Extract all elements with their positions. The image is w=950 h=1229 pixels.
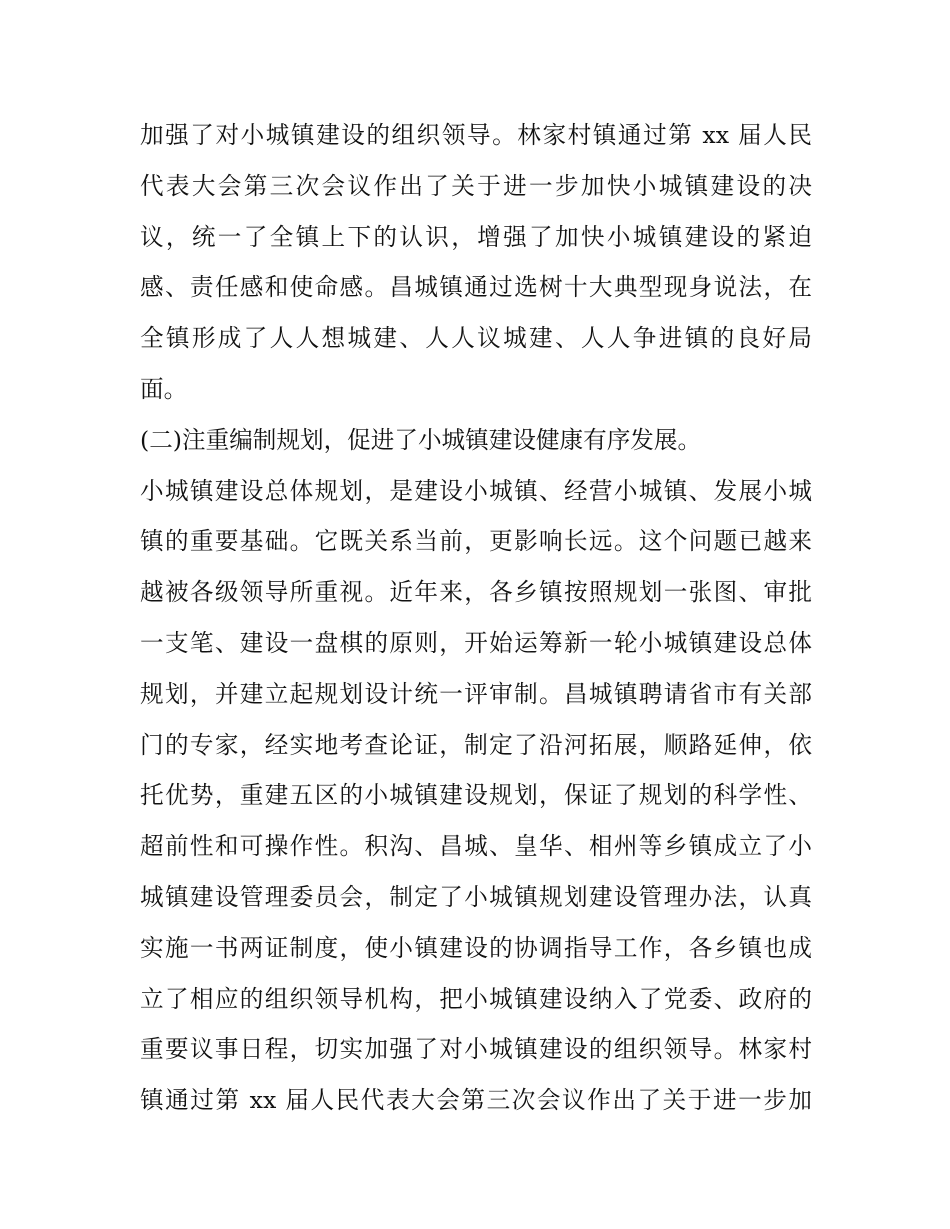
paragraph-2-line-11: 立了相应的组织领导机构，把小城镇建设纳入了党委、政府的 <box>140 984 812 1013</box>
paragraph-1-line-4: 感、责任感和使命感。昌城镇通过选树十大典型现身说法，在 <box>140 273 812 302</box>
paragraph-2-line-8: 超前性和可操作性。积沟、昌城、皇华、相州等乡镇成立了小 <box>140 832 812 861</box>
paragraph-1-line-6: 面。 <box>140 374 188 403</box>
paragraph-2-line-3: 越被各级领导所重视。近年来，各乡镇按照规划一张图、审批 <box>140 578 812 607</box>
paragraph-2-line-5: 规划，并建立起规划设计统一评审制。昌城镇聘请省市有关部 <box>140 679 812 708</box>
paragraph-1-line-3: 议，统一了全镇上下的认识，增强了加快小城镇建设的紧迫 <box>140 222 812 251</box>
section-heading: (二)注重编制规划，促进了小城镇建设健康有序发展。 <box>140 425 702 454</box>
paragraph-2-line-10: 实施一书两证制度，使小镇建设的协调指导工作，各乡镇也成 <box>140 933 812 962</box>
paragraph-2-line-9: 城镇建设管理委员会，制定了小城镇规划建设管理办法，认真 <box>140 882 812 911</box>
document-body <box>140 110 812 1126</box>
paragraph-2-line-4: 一支笔、建设一盘棋的原则，开始运筹新一轮小城镇建设总体 <box>140 628 812 657</box>
paragraph-2-line-12: 重要议事日程，切实加强了对小城镇建设的组织领导。林家村 <box>140 1035 812 1064</box>
paragraph-2-line-2: 镇的重要基础。它既关系当前，更影响长远。这个问题已越来 <box>140 527 812 556</box>
paragraph-2-line-13: 镇通过第 xx 届人民代表大会第三次会议作出了关于进一步加 <box>140 1086 812 1115</box>
paragraph-1-line-5: 全镇形成了人人想城建、人人议城建、人人争进镇的良好局 <box>140 324 812 353</box>
paragraph-1-line-1: 加强了对小城镇建设的组织领导。林家村镇通过第 xx 届人民 <box>140 121 812 149</box>
paragraph-2-line-7: 托优势，重建五区的小城镇建设规划，保证了规划的科学性、 <box>140 781 812 810</box>
paragraph-1-line-2: 代表大会第三次会议作出了关于进一步加快小城镇建设的决 <box>140 171 812 200</box>
paragraph-2-line-1: 小城镇建设总体规划，是建设小城镇、经营小城镇、发展小城 <box>140 476 812 505</box>
paragraph-2-line-6: 门的专家，经实地考查论证，制定了沿河拓展，顺路延伸，依 <box>140 730 812 759</box>
